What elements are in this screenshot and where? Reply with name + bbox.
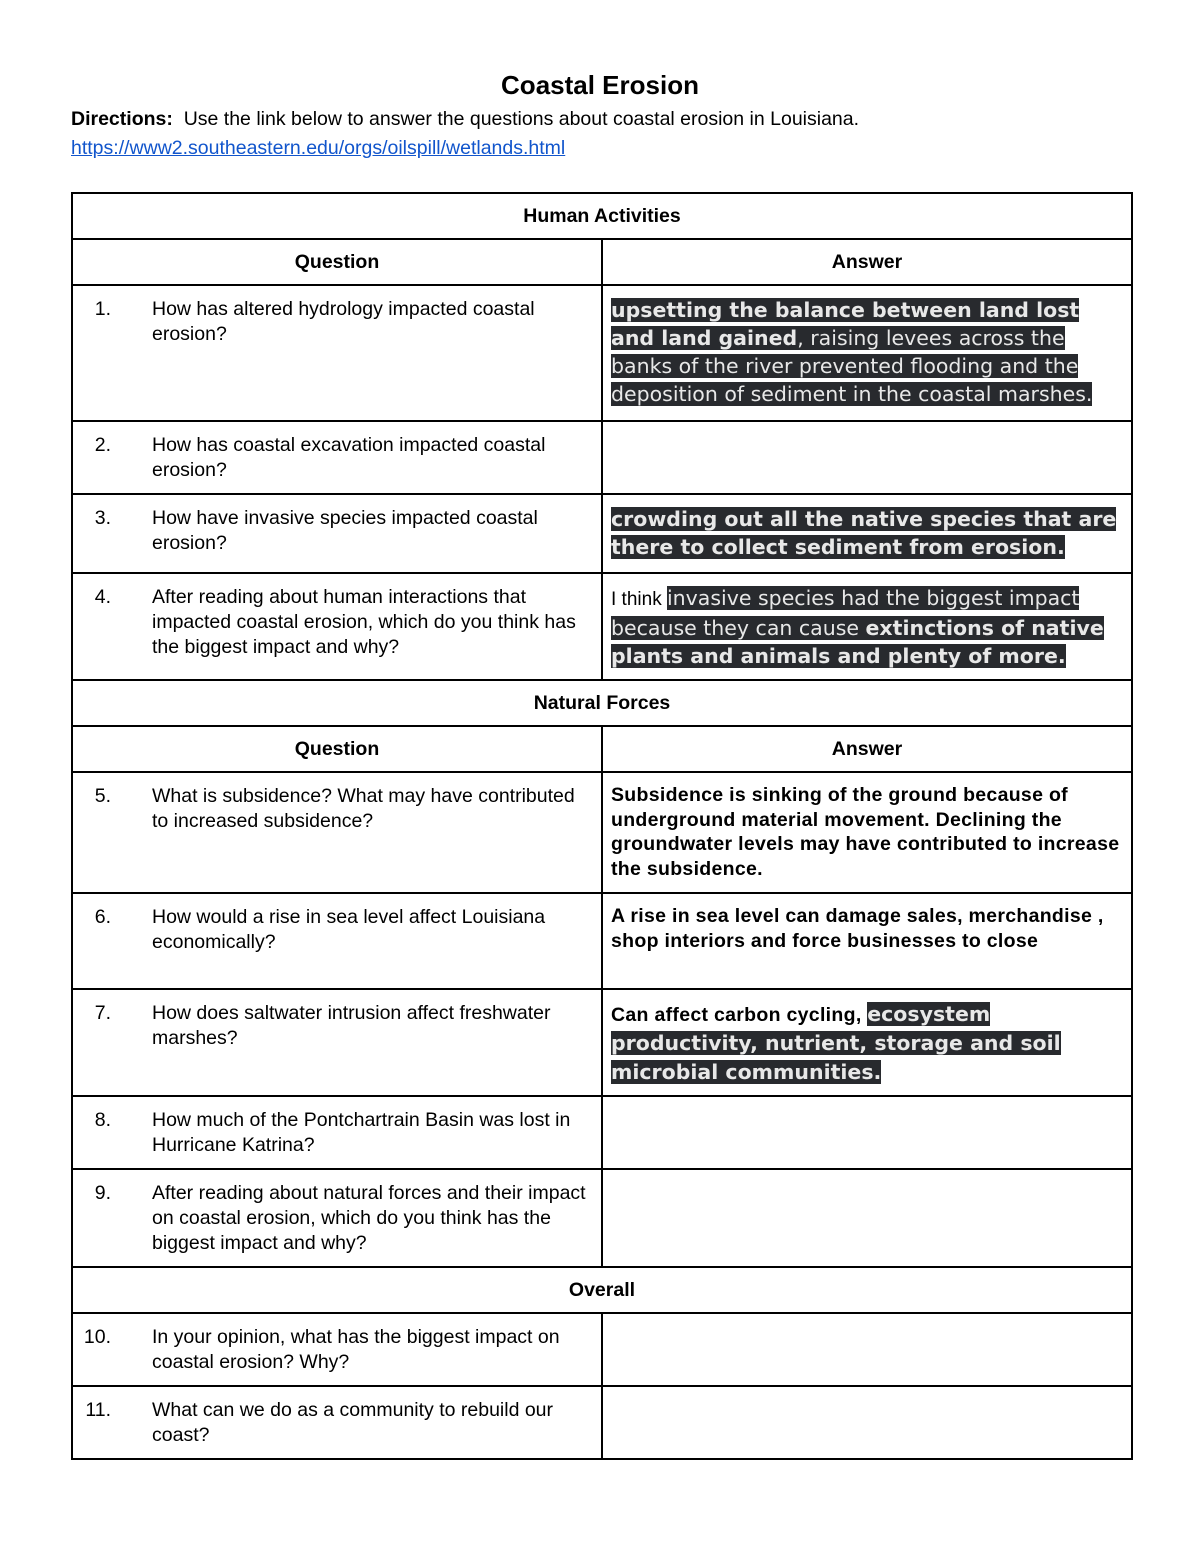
- question-number: 1.: [94, 298, 111, 320]
- question-number: 2.: [94, 434, 111, 456]
- question-text: How does saltwater intrusion affect freshwater marshes?: [152, 1002, 551, 1049]
- question-cell: [72, 494, 602, 573]
- answer-cell[interactable]: [602, 573, 1132, 680]
- question-number: 11.: [85, 1399, 111, 1421]
- question-number: 6.: [94, 906, 111, 928]
- section-row-natural-forces: [72, 680, 1132, 726]
- question-number: 4.: [94, 586, 111, 608]
- table-row: [72, 893, 1132, 989]
- question-text: How have invasive species impacted coastal erosion?: [152, 507, 538, 554]
- table-row: [72, 1313, 1132, 1386]
- question-text: How would a rise in sea level affect Louisiana economically?: [152, 906, 546, 953]
- answer-cell[interactable]: [602, 1313, 1132, 1386]
- question-number: 5.: [94, 785, 111, 807]
- question-cell: [72, 1169, 602, 1267]
- answer-cell[interactable]: [602, 285, 1132, 421]
- answer-text: A rise in sea level can damage sales, merchandise , shop interiors and force businesses to close: [611, 905, 1104, 952]
- directions-label: Directions:: [71, 108, 173, 130]
- question-cell: [72, 1313, 602, 1386]
- header-row: [72, 239, 1132, 285]
- table-row: [72, 1096, 1132, 1169]
- question-number: 9.: [94, 1182, 111, 1204]
- header-row: [72, 726, 1132, 772]
- page-title: Coastal Erosion: [501, 70, 699, 100]
- table-row: [72, 285, 1132, 421]
- table-row: [72, 421, 1132, 494]
- answer-text: Can affect carbon cycling,: [611, 1004, 868, 1026]
- question-text: How has coastal excavation impacted coastal erosion?: [152, 434, 546, 481]
- question-cell: [72, 421, 602, 494]
- table-row: [72, 1169, 1132, 1267]
- answer-cell[interactable]: [602, 1096, 1132, 1169]
- answer-cell[interactable]: [602, 421, 1132, 494]
- question-number: 3.: [94, 507, 111, 529]
- answer-text: Subsidence is sinking of the ground because of underground material movement. Declining the groundwater levels may have contributed to increase the subsidence.: [611, 784, 1120, 880]
- question-number: 8.: [94, 1109, 111, 1131]
- section-natural-forces: Natural Forces: [72, 680, 1132, 726]
- table-row: [72, 573, 1132, 680]
- question-text: After reading about human interactions that impacted coastal erosion, which do you think has the biggest impact and why?: [152, 586, 576, 658]
- column-header-question: Question: [72, 239, 602, 285]
- answer-cell[interactable]: [602, 494, 1132, 573]
- table-row: [72, 772, 1132, 893]
- answer-cell[interactable]: [602, 893, 1132, 989]
- answer-highlight: ecosystem productivity, nutrient, storage and soil microbial communities.: [611, 1002, 1061, 1084]
- table-row: [72, 1386, 1132, 1459]
- answer-highlight: crowding out all the native species that are there to collect sediment from erosion.: [611, 507, 1117, 559]
- question-cell: [72, 989, 602, 1096]
- directions: [71, 108, 859, 131]
- answer-cell[interactable]: [602, 1386, 1132, 1459]
- question-number: 7.: [94, 1002, 111, 1024]
- answer-highlight: upsetting the balance between land lost and land gained: [611, 298, 1080, 350]
- question-cell: [72, 1386, 602, 1459]
- question-text: What is subsidence? What may have contributed to increased subsidence?: [152, 785, 575, 832]
- question-cell: [72, 573, 602, 680]
- answer-cell[interactable]: [602, 989, 1132, 1096]
- question-text: What can we do as a community to rebuild our coast?: [152, 1399, 554, 1446]
- answer-text: I think: [611, 589, 667, 610]
- column-header-answer: Answer: [602, 726, 1132, 772]
- question-cell: [72, 285, 602, 421]
- table-row: [72, 989, 1132, 1096]
- question-text: In your opinion, what has the biggest impact on coastal erosion? Why?: [152, 1326, 560, 1373]
- directions-text: Use the link below to answer the questions about coastal erosion in Louisiana.: [183, 108, 860, 130]
- question-cell: [72, 1096, 602, 1169]
- wetlands-link[interactable]: https://www2.southeastern.edu/orgs/oilspill/wetlands.html: [71, 137, 566, 159]
- answer-cell[interactable]: [602, 772, 1132, 893]
- answer-highlight: invasive species had the biggest impact because they can cause: [611, 586, 1080, 640]
- section-row-human-activities: [72, 193, 1132, 239]
- table-row: [72, 494, 1132, 573]
- question-text: How much of the Pontchartrain Basin was lost in Hurricane Katrina?: [152, 1109, 571, 1156]
- question-number: 10.: [83, 1326, 111, 1348]
- column-header-answer: Answer: [602, 239, 1132, 285]
- question-text: How has altered hydrology impacted coastal erosion?: [152, 298, 535, 345]
- answer-highlight: extinctions of native plants and animals and plenty of more.: [611, 616, 1104, 668]
- section-human-activities: Human Activities: [72, 193, 1132, 239]
- question-cell: [72, 893, 602, 989]
- answer-highlight: , raising levees across the banks of the river prevented flooding and the deposition of sediment in the coastal marshes.: [611, 326, 1093, 406]
- question-cell: [72, 772, 602, 893]
- question-text: After reading about natural forces and their impact on coastal erosion, which do you think has the biggest impact and why?: [152, 1182, 586, 1254]
- worksheet-table: [71, 192, 1133, 1460]
- column-header-question: Question: [72, 726, 602, 772]
- section-overall: Overall: [72, 1267, 1132, 1313]
- section-row-overall: [72, 1267, 1132, 1313]
- answer-cell[interactable]: [602, 1169, 1132, 1267]
